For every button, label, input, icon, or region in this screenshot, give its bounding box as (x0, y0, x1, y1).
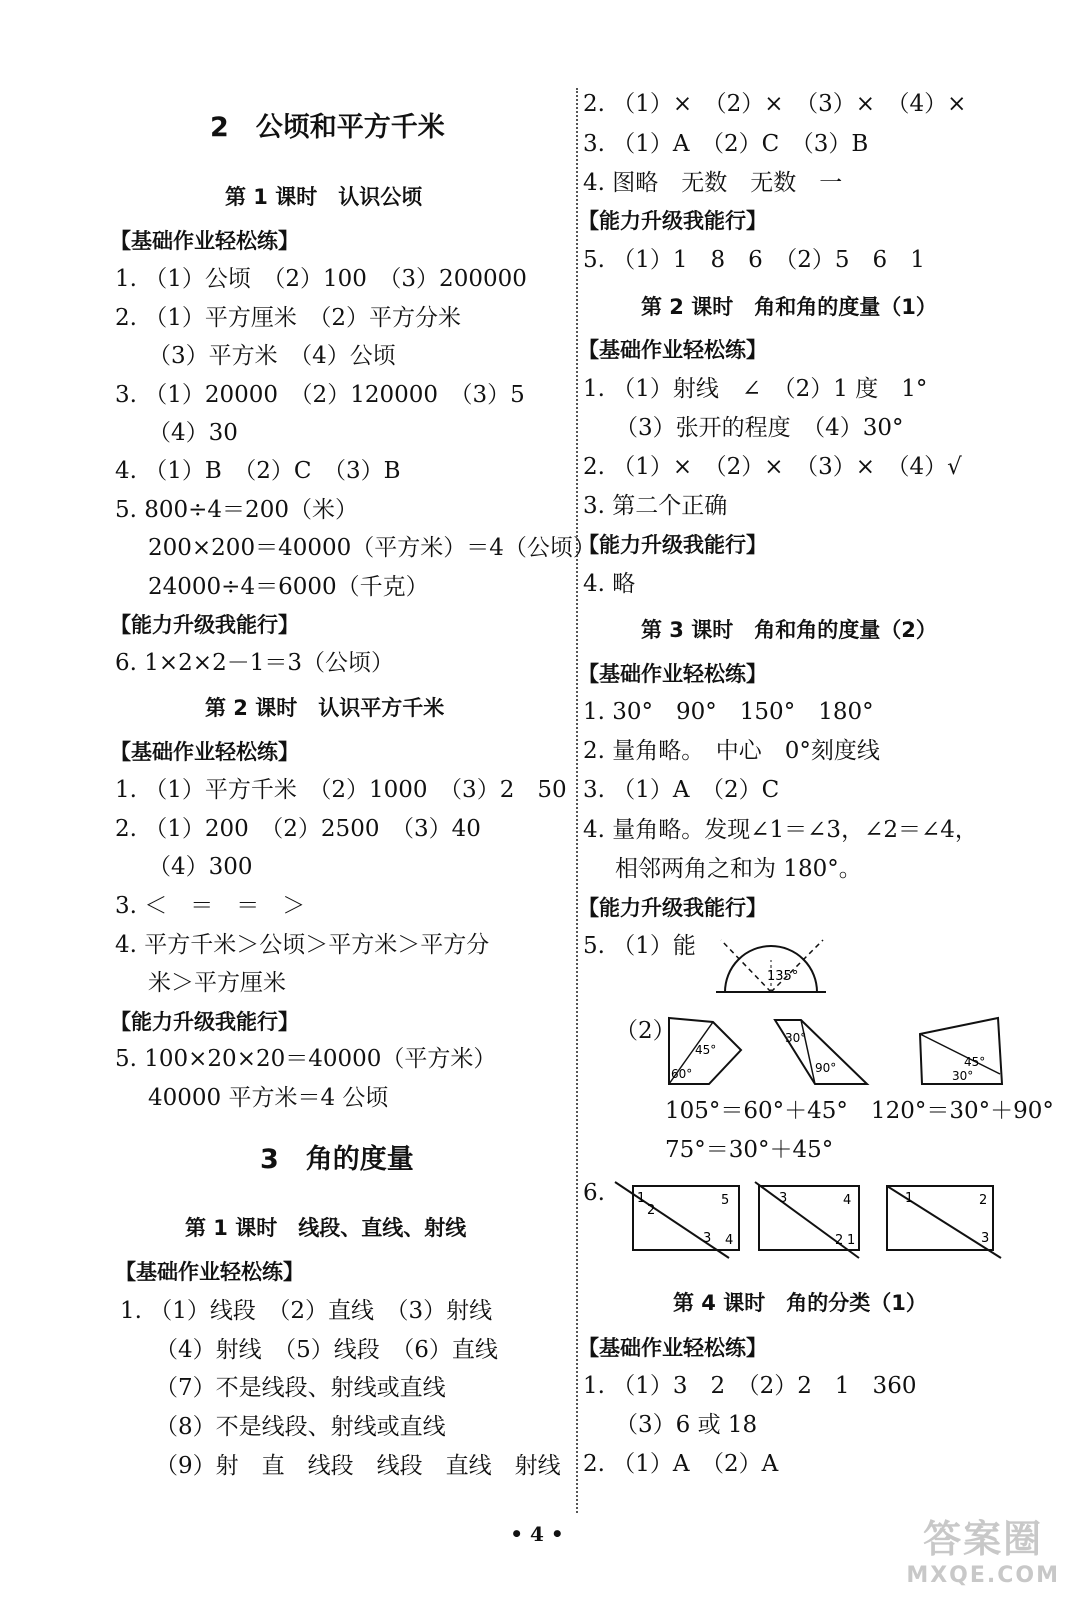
answer-line: 3. （1）A （2）C (583, 777, 780, 803)
answer-line: （7）不是线段、射线或直线 (155, 1375, 446, 1401)
answer-line: （3）张开的程度 （4）30° (615, 415, 904, 441)
angle-number: 2 (979, 1193, 988, 1208)
answer-line: 1. 30° 90° 150° 180° (583, 699, 874, 725)
section-basic: 【基础作业轻松练】 (578, 1336, 767, 1360)
set-square-figure (916, 1014, 1006, 1089)
answer-line: （9）射 直 线段 线段 直线 射线 (155, 1453, 561, 1479)
column-divider (576, 88, 578, 1513)
angle-number: 3 (779, 1191, 788, 1206)
answer-line: 3. （1）A （2）C （3）B (583, 131, 869, 157)
angle-label: 135° (767, 969, 799, 984)
angle-number: 1 (905, 1191, 914, 1206)
answer-line: 2. （1）平方厘米 （2）平方分米 (115, 305, 462, 331)
chapter-2-title: 2 公顷和平方千米 (210, 112, 445, 143)
rectangle-figure (611, 1178, 746, 1260)
ray-line (771, 940, 823, 992)
answer-line: 1. （1）公顷 （2）100 （3）200000 (115, 266, 527, 292)
answer-line: 相邻两角之和为 180°。 (615, 856, 862, 882)
angle-number: 3 (703, 1231, 712, 1246)
answer-line: 5. 800÷4＝200（米） (115, 497, 358, 523)
watermark-text: 答案圈 (923, 1517, 1044, 1561)
answer-line: 3. ＜ ＝ ＝ ＞ (115, 893, 306, 919)
section-advanced: 【能力升级我能行】 (578, 896, 767, 920)
section-basic: 【基础作业轻松练】 (578, 338, 767, 362)
angle-number: 2 (647, 1203, 656, 1218)
section-basic: 【基础作业轻松练】 (110, 740, 299, 764)
answer-line: 2. （1）200 （2）2500 （3）40 (115, 816, 481, 842)
answer-line: 1. （1）线段 （2）直线 （3）射线 (120, 1298, 493, 1324)
answer-line: 3. 第二个正确 (583, 493, 728, 519)
lesson-title: 第 1 课时 认识公顷 (225, 185, 423, 209)
answer-line: 2. （1）A （2）A (583, 1451, 779, 1477)
answer-line: 5. 100×20×20＝40000（平方米） (115, 1046, 497, 1072)
answer-line: 6. 1×2×2－1＝3（公顷） (115, 650, 394, 676)
watermark (906, 1508, 1060, 1588)
answer-line: 4. 图略 无数 无数 一 (583, 170, 843, 196)
answer-line: 6. (583, 1180, 605, 1206)
protractor-figure (711, 918, 831, 998)
angle-number: 1 (847, 1233, 856, 1248)
angle-number: 4 (725, 1233, 734, 1248)
angle-label: 45° (695, 1043, 717, 1057)
answer-line: （3）6 或 18 (615, 1412, 758, 1438)
angle-label: 45° (964, 1055, 986, 1069)
lesson-title: 第 4 课时 角的分类（1） (673, 1291, 927, 1315)
answer-line: 4. （1）B （2）C （3）B (115, 458, 401, 484)
angle-number: 5 (721, 1193, 730, 1208)
section-advanced: 【能力升级我能行】 (110, 613, 299, 637)
lesson-title: 第 2 课时 角和角的度量（1） (641, 295, 937, 319)
answer-line: 3. （1）20000 （2）120000 （3）5 (115, 382, 525, 408)
answer-line: 4. 量角略。发现∠1＝∠3，∠2＝∠4， (583, 817, 978, 843)
angle-number: 1 (637, 1191, 646, 1206)
answer-line: （8）不是线段、射线或直线 (155, 1414, 446, 1440)
angle-label: 30° (952, 1069, 974, 1083)
section-advanced: 【能力升级我能行】 (578, 209, 767, 233)
answer-line: 4. 略 (583, 571, 636, 597)
page-number: • 4 • (510, 1522, 564, 1546)
answer-line: （3）平方米 （4）公顷 (148, 343, 396, 369)
answer-line: 40000 平方米＝4 公顷 (148, 1085, 389, 1111)
answer-line: 2. （1）× （2）× （3）× （4）× (583, 91, 967, 117)
answer-line: 75°＝30°＋45° (665, 1137, 834, 1163)
section-basic: 【基础作业轻松练】 (110, 229, 299, 253)
answer-line: 5. （1）能 (583, 933, 696, 959)
chapter-3-title: 3 角的度量 (260, 1144, 414, 1175)
section-advanced: 【能力升级我能行】 (578, 533, 767, 557)
answer-line: （4）射线 （5）线段 （6）直线 (155, 1337, 498, 1363)
angle-number: 2 (835, 1233, 844, 1248)
lesson-title: 第 1 课时 线段、直线、射线 (185, 1216, 467, 1240)
answer-line: 105°＝60°＋45° 120°＝30°＋90° (665, 1098, 1054, 1124)
answer-line: 1. （1）3 2 （2）2 1 360 (583, 1373, 917, 1399)
answer-line: 2. 量角略。 中心 0°刻度线 (583, 738, 880, 764)
answer-line: 米＞平方厘米 (148, 970, 286, 996)
answer-line: （4）300 (148, 854, 253, 880)
lesson-title: 第 2 课时 认识平方千米 (205, 696, 445, 720)
angle-label: 60° (671, 1067, 693, 1081)
angle-label: 30° (785, 1031, 807, 1045)
answer-line: 1. （1）射线 ∠ （2）1 度 1° (583, 376, 928, 402)
answer-line: （2） (615, 1018, 676, 1044)
answer-line: 5. （1）1 8 6 （2）5 6 1 (583, 247, 925, 273)
set-square-figure (771, 1016, 871, 1088)
angle-number: 3 (981, 1231, 990, 1246)
diagonal-line (920, 1034, 1000, 1074)
answer-line: 1. （1）平方千米 （2）1000 （3）2 50 (115, 777, 567, 803)
angle-number: 4 (843, 1193, 852, 1208)
answer-line: 2. （1）× （2）× （3）× （4）√ (583, 454, 962, 480)
section-basic: 【基础作业轻松练】 (115, 1260, 304, 1284)
angle-label: 90° (815, 1061, 837, 1075)
answer-line: 4. 平方千米＞公顷＞平方米＞平方分 (115, 932, 490, 958)
set-square-figure (665, 1014, 745, 1089)
answer-line: 24000÷4＝6000（千克） (148, 574, 429, 600)
rectangle-figure (881, 1178, 1006, 1260)
watermark-url: MXQE.COM (906, 1563, 1060, 1588)
section-basic: 【基础作业轻松练】 (578, 662, 767, 686)
section-advanced: 【能力升级我能行】 (110, 1010, 299, 1034)
answer-line: （4）30 (148, 420, 238, 446)
answer-line: 200×200＝40000（平方米）＝4（公顷） (148, 535, 596, 561)
ray-line (721, 940, 771, 992)
rectangle-figure (751, 1178, 876, 1260)
lesson-title: 第 3 课时 角和角的度量（2） (641, 618, 937, 642)
